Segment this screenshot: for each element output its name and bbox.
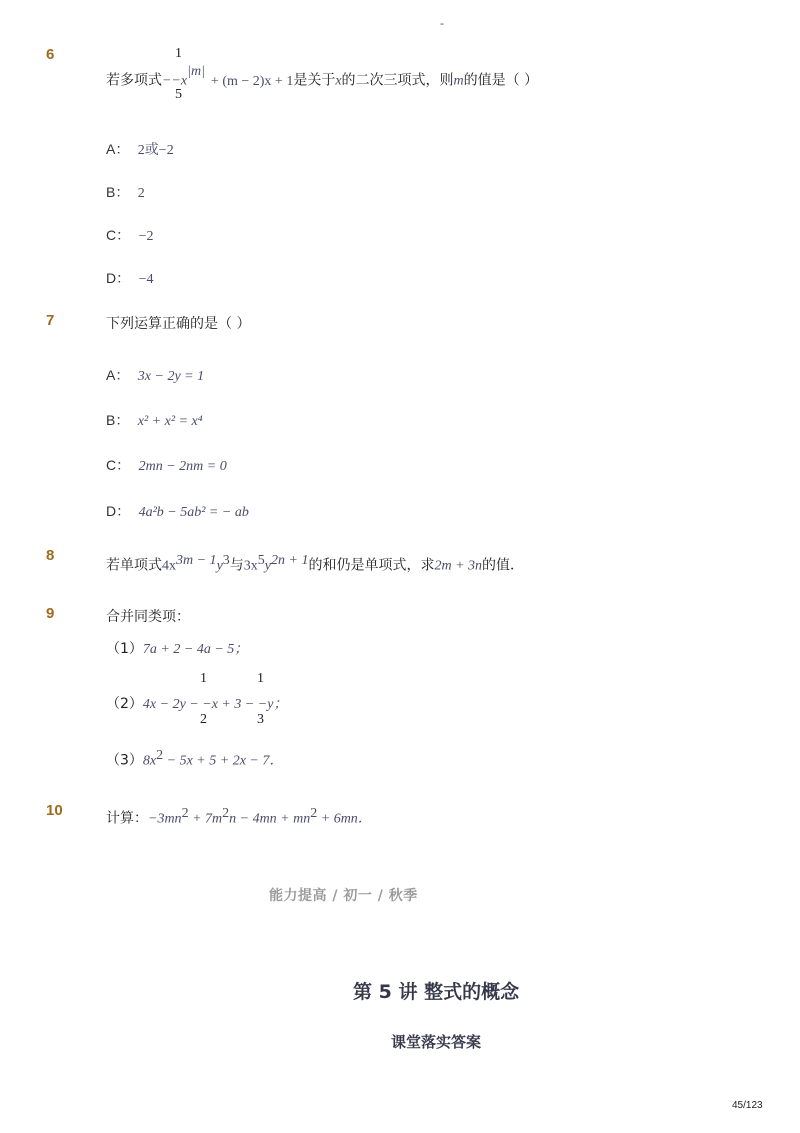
q6-var-m: m <box>453 73 464 89</box>
section-title: 课堂落实答案 <box>391 1033 482 1051</box>
option-text: 2 <box>137 186 145 201</box>
option-letter: B： <box>106 184 130 200</box>
q6-option-c[interactable] <box>106 225 153 245</box>
part-expr: 7a + 2 − 4a − 5； <box>142 642 249 657</box>
q6-expr-a: −−x <box>162 73 188 89</box>
question-9-number: 9 <box>46 605 55 622</box>
footer-course-label: 能力提高 / 初一 / 秋季 <box>269 888 418 904</box>
q8-stem-d: 的值． <box>482 557 525 574</box>
q8-mono2-y: y <box>264 558 271 574</box>
q7-option-a[interactable] <box>106 365 204 385</box>
q9-part-1 <box>106 638 248 658</box>
option-text: 2或−2 <box>137 143 174 158</box>
option-text: 3x − 2y = 1 <box>137 369 205 384</box>
top-mark: - <box>440 16 444 30</box>
q10-expr-b: + 7m <box>188 811 223 827</box>
part-label: （1） <box>106 641 143 657</box>
option-text: 4a²b − 5ab² = − ab <box>138 505 249 520</box>
q8-mono1-y: y <box>216 558 223 574</box>
q9-stem: 合并同类项： <box>106 609 190 625</box>
q9-p2-frac2-den: 3 <box>257 712 264 727</box>
q10-stem <box>106 806 372 828</box>
q6-stem-mid: 是关于 <box>293 72 336 89</box>
question-7-number: 7 <box>46 312 55 329</box>
question-10-number: 10 <box>46 802 63 819</box>
q7-option-d[interactable] <box>106 501 249 521</box>
q10-expr-a: −3mn <box>148 811 182 827</box>
q8-expr: 2m + 3n <box>434 558 483 574</box>
option-letter: D： <box>106 503 131 519</box>
page-number: 45/123 <box>732 1100 763 1111</box>
q6-stem <box>106 64 539 90</box>
q10-exp2: 2 <box>222 806 230 821</box>
q6-fraction-numerator: 1 <box>175 46 182 61</box>
question-8-number: 8 <box>46 547 55 564</box>
q8-mono2-exp2: 2n + 1 <box>271 553 309 568</box>
q6-stem-mid2: 的二次三项式，则 <box>341 72 454 89</box>
q8-stem-b: 与 <box>229 557 244 574</box>
q10-expr-d: + 6mn． <box>317 811 372 827</box>
option-text: x² + x² = x⁴ <box>137 414 203 429</box>
q8-mono2: 3x <box>243 558 258 574</box>
q7-option-b[interactable] <box>106 410 203 430</box>
q10-expr-c: n − 4mn + mn <box>229 811 311 827</box>
q6-option-b[interactable] <box>106 182 145 202</box>
option-text: 2mn − 2nm = 0 <box>138 459 227 474</box>
option-text: −2 <box>138 229 154 244</box>
q6-fraction-denominator: 5 <box>175 87 182 102</box>
question-6-number: 6 <box>46 46 55 63</box>
part-expr-a: 8x <box>142 753 157 769</box>
q10-exp1: 2 <box>181 806 189 821</box>
option-letter: C： <box>106 457 131 473</box>
q7-option-c[interactable] <box>106 455 227 475</box>
lecture-title: 第 5 讲 整式的概念 <box>353 981 520 1003</box>
q6-var-x: x <box>335 73 342 89</box>
q6-abs-m: |m| <box>187 64 205 79</box>
q8-mono2-exp1: 5 <box>257 553 265 568</box>
option-letter: D： <box>106 270 131 286</box>
q9-part-3 <box>106 748 283 770</box>
q6-stem-prefix: 若多项式 <box>106 72 162 89</box>
option-letter: A： <box>106 141 130 157</box>
part-exp: 2 <box>156 748 164 763</box>
q10-exp3: 2 <box>310 806 318 821</box>
q8-stem-c: 的和仍是单项式，求 <box>308 557 435 574</box>
part-label: （2） <box>106 696 143 712</box>
q9-p2-frac1-den: 2 <box>200 712 207 727</box>
q9-p2-frac2-num: 1 <box>257 671 264 686</box>
q6-expr-b: + (m − 2)x + 1 <box>210 73 294 89</box>
q8-mono1-exp1: 3m − 1 <box>176 553 217 568</box>
option-letter: B： <box>106 412 130 428</box>
q9-part-2 <box>106 693 287 713</box>
option-letter: A： <box>106 367 130 383</box>
q6-stem-end: 的值是（ ） <box>463 72 539 89</box>
q10-stem-label: 计算： <box>106 810 148 827</box>
q7-stem: 下列运算正确的是（ ） <box>106 316 251 332</box>
part-label: （3） <box>106 752 143 769</box>
q8-stem-a: 若单项式 <box>106 557 162 574</box>
q9-p2-frac1-num: 1 <box>200 671 207 686</box>
part-expr-b: − 5x + 5 + 2x − 7． <box>163 753 284 769</box>
q8-mono1: 4x <box>162 558 176 574</box>
q8-stem <box>106 553 524 575</box>
q8-mono1-exp2: 3 <box>222 553 230 568</box>
option-text: −4 <box>138 272 154 287</box>
part-expr: 4x − 2y − −x + 3 − −y； <box>142 697 288 712</box>
q6-option-a[interactable] <box>106 139 174 159</box>
q6-option-d[interactable] <box>106 268 153 288</box>
option-letter: C： <box>106 227 131 243</box>
